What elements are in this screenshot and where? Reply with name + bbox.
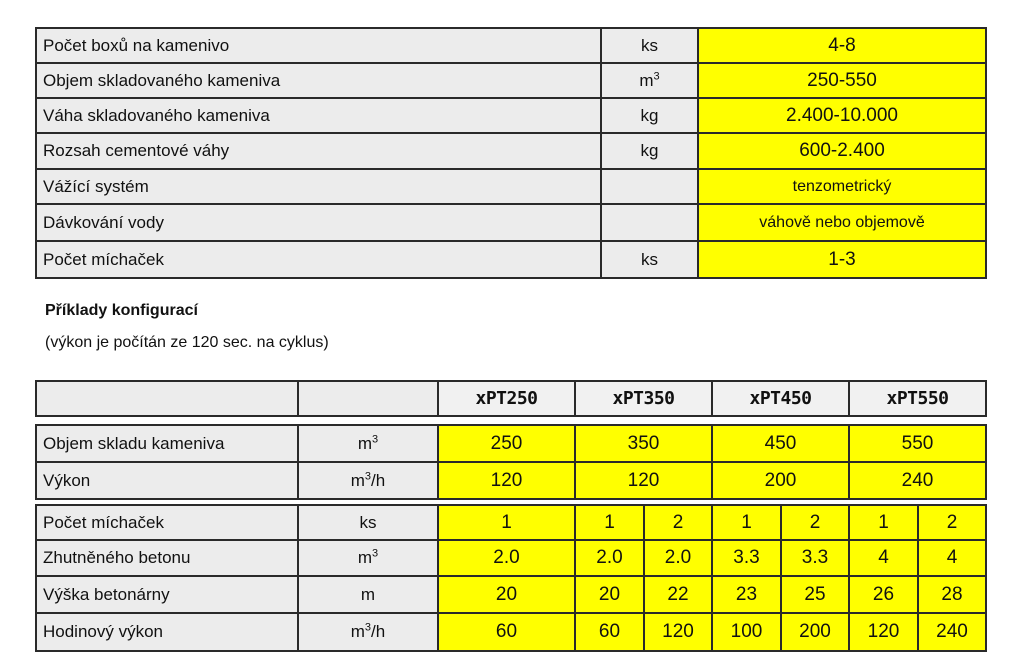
config-value: 28 (918, 576, 986, 613)
config-value: 2 (918, 505, 986, 540)
section-note: (výkon je počítán ze 120 sec. na cyklus) (45, 334, 329, 351)
config-label: Počet míchaček (36, 505, 298, 540)
section-title: Příklady konfigurací (45, 302, 198, 319)
config-value: 2.0 (644, 540, 712, 576)
config-unit: ks (298, 505, 438, 540)
config-value: 25 (781, 576, 849, 613)
spec-label: Rozsah cementové váhy (36, 133, 601, 169)
config-label: Výkon (36, 462, 298, 499)
spec-value: 4-8 (698, 28, 986, 63)
config-value: 550 (849, 425, 986, 462)
config-value: 1 (575, 505, 644, 540)
config-value: 100 (712, 613, 781, 651)
config-unit: $m^3/h$ (298, 613, 438, 651)
model-header: xPT250 (438, 381, 575, 416)
config-value: 2.0 (438, 540, 575, 576)
spec-unit: ks (601, 28, 698, 63)
table-row (36, 576, 986, 613)
config-unit: $m^3/h$ (298, 462, 438, 499)
config-label: Objem skladu kameniva (36, 425, 298, 462)
spec-unit (601, 169, 698, 204)
spec-value: 2.400-10.000 (698, 98, 986, 133)
spec-label: Dávkování vody (36, 204, 601, 241)
config-label: Výška betonárny (36, 576, 298, 613)
model-header: xPT450 (712, 381, 849, 416)
config-value: 1 (849, 505, 918, 540)
config-value: 22 (644, 576, 712, 613)
config-value: 200 (781, 613, 849, 651)
table-row (36, 540, 986, 576)
spec-unit: kg (601, 98, 698, 133)
config-group-1 (35, 424, 987, 500)
config-value: 240 (849, 462, 986, 499)
config-value: 2 (781, 505, 849, 540)
config-value: 23 (712, 576, 781, 613)
config-value: 60 (575, 613, 644, 651)
specs-table (35, 27, 987, 279)
spec-label: Počet míchaček (36, 241, 601, 278)
config-value: 120 (644, 613, 712, 651)
table-row (36, 98, 986, 133)
table-row (36, 28, 986, 63)
table-row (36, 133, 986, 169)
table-row (36, 613, 986, 651)
spec-value: 250-550 (698, 63, 986, 98)
config-value: 240 (918, 613, 986, 651)
table-row (36, 241, 986, 278)
table-row (36, 462, 986, 499)
config-label: Hodinový výkon (36, 613, 298, 651)
spec-label: Váha skladovaného kameniva (36, 98, 601, 133)
config-value: 60 (438, 613, 575, 651)
config-label: Zhutněného betonu (36, 540, 298, 576)
table-row (36, 425, 986, 462)
config-value: 4 (849, 540, 918, 576)
config-value: 26 (849, 576, 918, 613)
config-unit: $m^3$ (298, 540, 438, 576)
spec-value: 1-3 (698, 241, 986, 278)
spec-unit: ks (601, 241, 698, 278)
spec-label: Vážící systém (36, 169, 601, 204)
config-group-2 (35, 504, 987, 652)
config-value: 200 (712, 462, 849, 499)
config-unit: $m^3$ (298, 425, 438, 462)
spec-unit: $m^3$ (601, 63, 698, 98)
spec-value: 600-2.400 (698, 133, 986, 169)
table-row (36, 381, 986, 416)
table-row (36, 505, 986, 540)
header-blank (36, 381, 298, 416)
spec-label: Počet boxů na kamenivo (36, 28, 601, 63)
config-value: 350 (575, 425, 712, 462)
spec-unit (601, 204, 698, 241)
spec-unit: kg (601, 133, 698, 169)
config-value: 2 (644, 505, 712, 540)
spec-label: Objem skladovaného kameniva (36, 63, 601, 98)
model-header: xPT550 (849, 381, 986, 416)
config-value: 2.0 (575, 540, 644, 576)
config-value: 1 (438, 505, 575, 540)
config-value: 120 (575, 462, 712, 499)
spec-value: váhově nebo objemově (698, 204, 986, 241)
config-value: 20 (438, 576, 575, 613)
config-unit: m (298, 576, 438, 613)
model-header: xPT350 (575, 381, 712, 416)
config-value: 450 (712, 425, 849, 462)
config-value: 120 (849, 613, 918, 651)
config-value: 3.3 (712, 540, 781, 576)
config-value: 3.3 (781, 540, 849, 576)
table-row (36, 63, 986, 98)
config-value: 250 (438, 425, 575, 462)
config-value: 1 (712, 505, 781, 540)
config-value: 4 (918, 540, 986, 576)
table-row (36, 169, 986, 204)
config-value: 120 (438, 462, 575, 499)
table-row (36, 204, 986, 241)
model-header-table (35, 380, 987, 417)
header-blank (298, 381, 438, 416)
spec-value: tenzometrický (698, 169, 986, 204)
config-value: 20 (575, 576, 644, 613)
